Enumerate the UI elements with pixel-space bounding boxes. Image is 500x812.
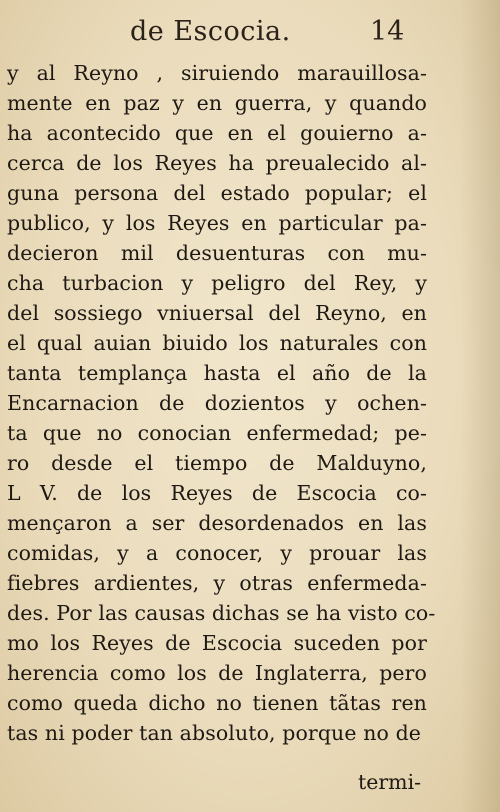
text-line: Encarnacion de dozientos y ochen- [7, 391, 427, 415]
body-text [7, 58, 436, 748]
text-line: mençaron a ser desordenados en las [7, 511, 427, 535]
text-line: L V. de los Reyes de Escocia co- [7, 481, 427, 505]
text-line: ro desde el tiempo de Malduyno, [7, 451, 427, 475]
text-line: y al Reyno , siruiendo marauillosa- [7, 61, 427, 85]
text-line: cha turbacion y peligro del Rey, y [7, 271, 427, 295]
text-line: fiebres ardientes, y otras enfermeda- [7, 571, 427, 595]
text-line: mente en paz y en guerra, y quando [7, 91, 427, 115]
text-line: des. Por las causas dichas se ha visto co- [7, 601, 436, 625]
text-line: ta que no conocian enfermedad; pe- [7, 421, 427, 445]
text-line: del sossiego vniuersal del Reyno, en [7, 301, 427, 325]
text-line: publico, y los Reyes en particular pa- [7, 211, 427, 235]
text-line: herencia como los de Inglaterra, pero [7, 661, 427, 685]
text-line: tas ni poder tan absoluto, porque no de [7, 721, 422, 745]
running-head: de Escocia. [130, 16, 291, 47]
text-line: como queda dicho no tienen tãtas ren [7, 691, 427, 715]
text-line: mo los Reyes de Escocia suceden por [7, 631, 427, 655]
page-number: 14 [370, 16, 405, 47]
catchword: termi- [358, 770, 422, 794]
text-line: ha acontecido que en el gouierno a- [7, 121, 427, 145]
text-line: guna persona del estado popular; el [7, 181, 427, 205]
text-line: tanta templança hasta el año de la [7, 361, 427, 385]
text-line: decieron mil desuenturas con mu- [7, 241, 427, 265]
text-line: el qual auian biuido los naturales con [7, 331, 427, 355]
text-line: cerca de los Reyes ha preualecido al- [7, 151, 427, 175]
page-header [0, 10, 500, 54]
page-edge-shadow [460, 0, 500, 812]
text-line: comidas, y a conocer, y prouar las [7, 541, 427, 565]
